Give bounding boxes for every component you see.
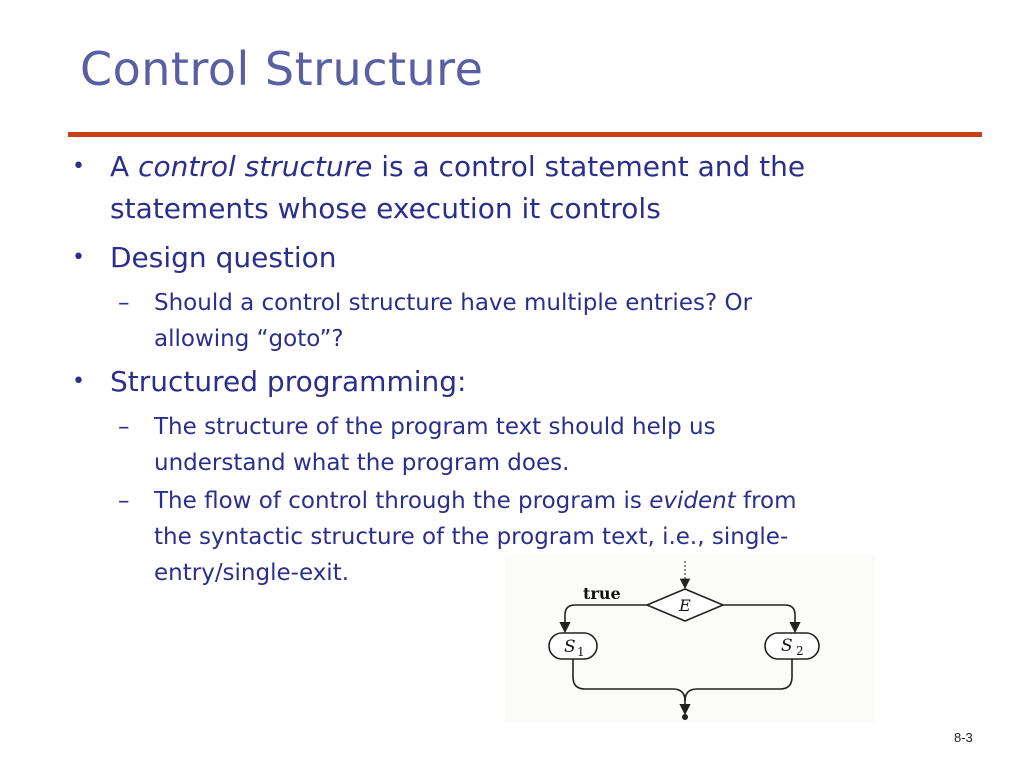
subitem-multiple-entries (118, 285, 938, 357)
bullet-text-part: is a control statement and the (372, 150, 806, 183)
bullet-text-line: statements whose execution it controls (110, 192, 661, 225)
page-number: 8-3 (954, 730, 973, 745)
title-divider (68, 132, 982, 137)
subitem-line: understand what the program does. (154, 450, 570, 476)
subitem-line: entry/single-exit. (154, 560, 350, 586)
subitem-marker: – (118, 488, 130, 514)
false-branch-arrow (723, 605, 795, 631)
emphasis-term: evident (649, 488, 736, 514)
subitem-line: Should a control structure have multiple entries? Or (154, 290, 753, 316)
subitem-marker: – (118, 414, 130, 440)
true-branch-arrow (565, 605, 647, 631)
subitem-text (154, 409, 944, 481)
subitem-line: the syntactic structure of the program text, i.e., single- (154, 524, 789, 550)
s1-subscript: 1 (577, 645, 585, 659)
if-then-else-flow-diagram (505, 555, 875, 723)
subitem-program-structure (118, 409, 938, 481)
subitem-line: allowing “goto”? (154, 326, 344, 352)
exit-point (682, 714, 688, 720)
flow-diagram-svg (505, 555, 875, 723)
bullet-structured-programming (72, 361, 952, 403)
bullet-marker: • (72, 369, 85, 394)
subitem-marker: – (118, 290, 130, 316)
bullet-text-part: A (110, 150, 139, 183)
slide-title: Control Structure (80, 42, 484, 96)
subitem-text (154, 285, 944, 357)
s1-label: S (564, 637, 576, 657)
subitem-text-part: from (735, 488, 797, 514)
s2-merge-line (685, 659, 792, 701)
bullet-design-question (72, 237, 952, 279)
bullet-marker: • (72, 245, 85, 270)
condition-label: E (679, 596, 691, 615)
subitem-text-part: The flow of control through the program is (154, 488, 650, 514)
subitem-line: The structure of the program text should help us (154, 414, 716, 440)
true-label: true (583, 584, 621, 603)
s2-subscript: 2 (796, 644, 804, 658)
bullet-text (110, 146, 970, 230)
emphasis-term: control structure (138, 150, 373, 183)
s2-label: S (781, 636, 793, 656)
bullet-marker: • (72, 154, 85, 179)
s1-merge-line (573, 659, 685, 701)
bullet-text: Design question (110, 241, 337, 274)
bullet-text: Structured programming: (110, 365, 467, 398)
bullet-control-structure (72, 146, 952, 230)
